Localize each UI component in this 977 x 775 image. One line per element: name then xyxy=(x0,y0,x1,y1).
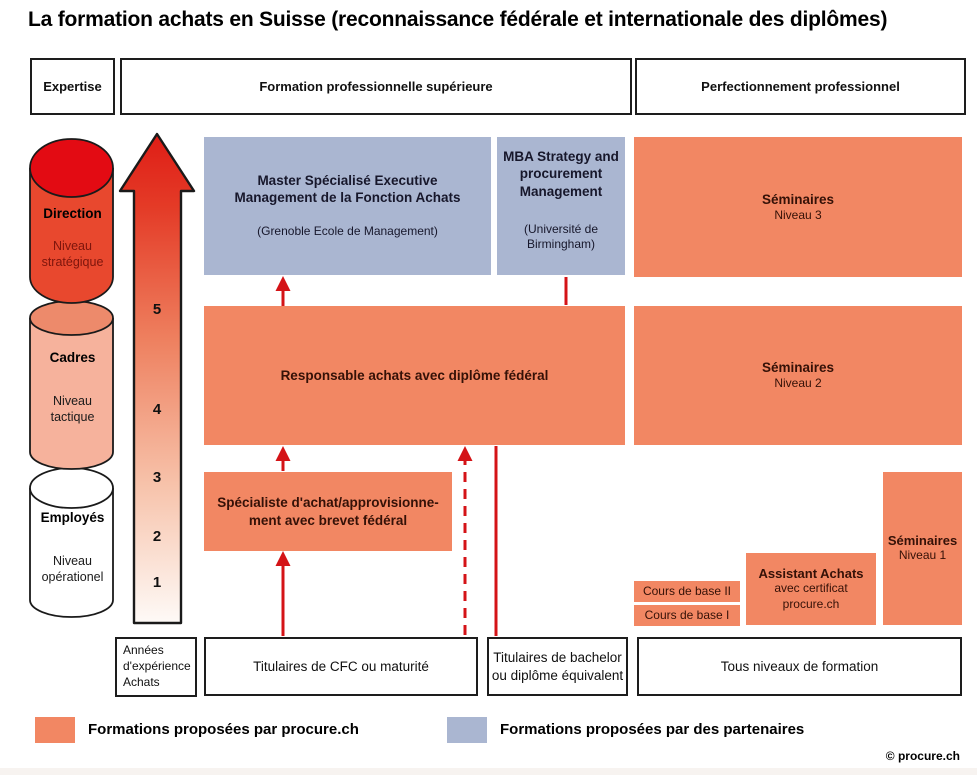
bottom-strip xyxy=(0,768,977,775)
legend-label-procure: Formations proposées par procure.ch xyxy=(88,721,359,738)
cadres-sub-line2: tactique xyxy=(50,410,95,425)
bachelor-box xyxy=(487,637,628,696)
mba-subtitle-line1: (Université de xyxy=(523,221,599,236)
level-3: 3 xyxy=(152,469,162,486)
responsable-box xyxy=(204,306,625,445)
legend-swatch-partners xyxy=(447,717,487,743)
cfc-label: Titulaires de CFC ou maturité xyxy=(253,658,429,674)
cfc-box xyxy=(204,637,478,696)
annees-line1: Années xyxy=(123,643,164,657)
seminaires1-title: Séminaires xyxy=(887,533,958,549)
header-perfectionnement-label: Perfectionnement professionnel xyxy=(701,79,900,94)
cours-base-1-box xyxy=(634,605,740,626)
cours-base-2-box xyxy=(634,581,740,602)
cadres-sub-line1: Niveau xyxy=(53,394,92,408)
specialiste-box xyxy=(204,472,452,551)
master-box xyxy=(204,137,491,275)
seminaires-niveau1-box xyxy=(883,472,962,625)
connector-cfc-responsable-dashed xyxy=(458,446,473,635)
connector-cfc-specialiste xyxy=(276,551,291,636)
legend-label-partners: Formations proposées par des partenaires xyxy=(500,721,805,738)
specialiste-title-line2: ment avec brevet fédéral xyxy=(248,512,408,528)
master-subtitle: (Grenoble Ecole de Management) xyxy=(257,224,438,239)
assistant-title: Assistant Achats xyxy=(758,565,864,581)
header-formation-superieure xyxy=(120,58,632,115)
seminaires2-subtitle: Niveau 2 xyxy=(774,376,822,391)
copyright: © procure.ch xyxy=(885,749,960,763)
cours-base-2-label: Cours de base II xyxy=(642,583,732,598)
master-title-line1: Master Spécialisé Executive xyxy=(257,172,438,188)
employes-label: Employés xyxy=(40,510,105,525)
assistant-achats-box xyxy=(746,553,876,625)
annees-line3: Achats xyxy=(123,674,160,689)
header-perfectionnement xyxy=(635,58,966,115)
assistant-subtitle-line2: procure.ch xyxy=(782,596,840,611)
mba-subtitle xyxy=(524,222,598,253)
seminaires3-subtitle: Niveau 3 xyxy=(774,207,822,222)
employes-sublabel xyxy=(25,553,120,586)
master-title-line2: Management de la Fonction Achats xyxy=(234,190,461,206)
connector-specialiste-responsable xyxy=(276,446,291,471)
seminaires-niveau2-box xyxy=(634,306,962,445)
experience-arrow xyxy=(120,134,194,623)
header-formation-superieure-label: Formation professionnelle supérieure xyxy=(259,79,493,94)
level-5: 5 xyxy=(152,301,162,318)
assistant-subtitle xyxy=(774,581,847,612)
mba-title: MBA Strategy and procurement Management xyxy=(503,149,619,199)
header-expertise xyxy=(30,58,115,115)
seminaires1-subtitle: Niveau 1 xyxy=(898,548,947,563)
level-2: 2 xyxy=(152,528,162,545)
cadres-label: Cadres xyxy=(49,350,96,365)
direction-sub-line2: stratégique xyxy=(41,255,104,270)
tous-niveaux-box xyxy=(637,637,962,696)
responsable-title: Responsable achats avec diplôme fédéral xyxy=(280,367,549,383)
tous-niveaux-label: Tous niveaux de formation xyxy=(720,658,879,674)
specialiste-title-line1: Spécialiste d'achat/approvisionne- xyxy=(217,495,439,511)
bachelor-label xyxy=(492,649,623,684)
cadres-cylinder xyxy=(30,301,113,469)
seminaires3-title: Séminaires xyxy=(761,191,835,207)
direction-label: Direction xyxy=(43,206,102,221)
specialiste-title xyxy=(217,494,439,529)
direction-sublabel xyxy=(25,238,120,271)
assistant-subtitle-line1: avec certificat xyxy=(774,580,848,595)
master-title xyxy=(234,172,460,207)
direction-sub-line1: Niveau xyxy=(53,239,92,253)
level-4: 4 xyxy=(152,401,162,418)
seminaires-niveau3-box xyxy=(634,137,962,277)
connector-responsable-master xyxy=(276,276,291,306)
bachelor-line1: Titulaires de bachelor xyxy=(493,650,622,666)
employes-sub-line2: opérationel xyxy=(41,570,104,585)
cours-base-1-label: Cours de base I xyxy=(644,607,730,622)
employes-cylinder xyxy=(30,468,113,617)
cadres-sublabel xyxy=(25,393,120,426)
legend-swatch-procure xyxy=(35,717,75,743)
annees-experience-box xyxy=(115,637,197,697)
bachelor-line2: ou diplôme équivalent xyxy=(491,667,624,683)
direction-cylinder xyxy=(30,139,113,303)
seminaires2-title: Séminaires xyxy=(761,360,835,376)
mba-box xyxy=(497,137,625,275)
page-title: La formation achats en Suisse (reconnaissance fédérale et internationale des diplômes) xyxy=(28,8,888,31)
level-1: 1 xyxy=(152,574,162,591)
employes-sub-line1: Niveau xyxy=(53,554,92,568)
header-expertise-label: Expertise xyxy=(43,79,102,94)
mba-subtitle-line2: Birmingham) xyxy=(526,237,595,252)
annees-line2: d'expérience xyxy=(123,658,191,673)
